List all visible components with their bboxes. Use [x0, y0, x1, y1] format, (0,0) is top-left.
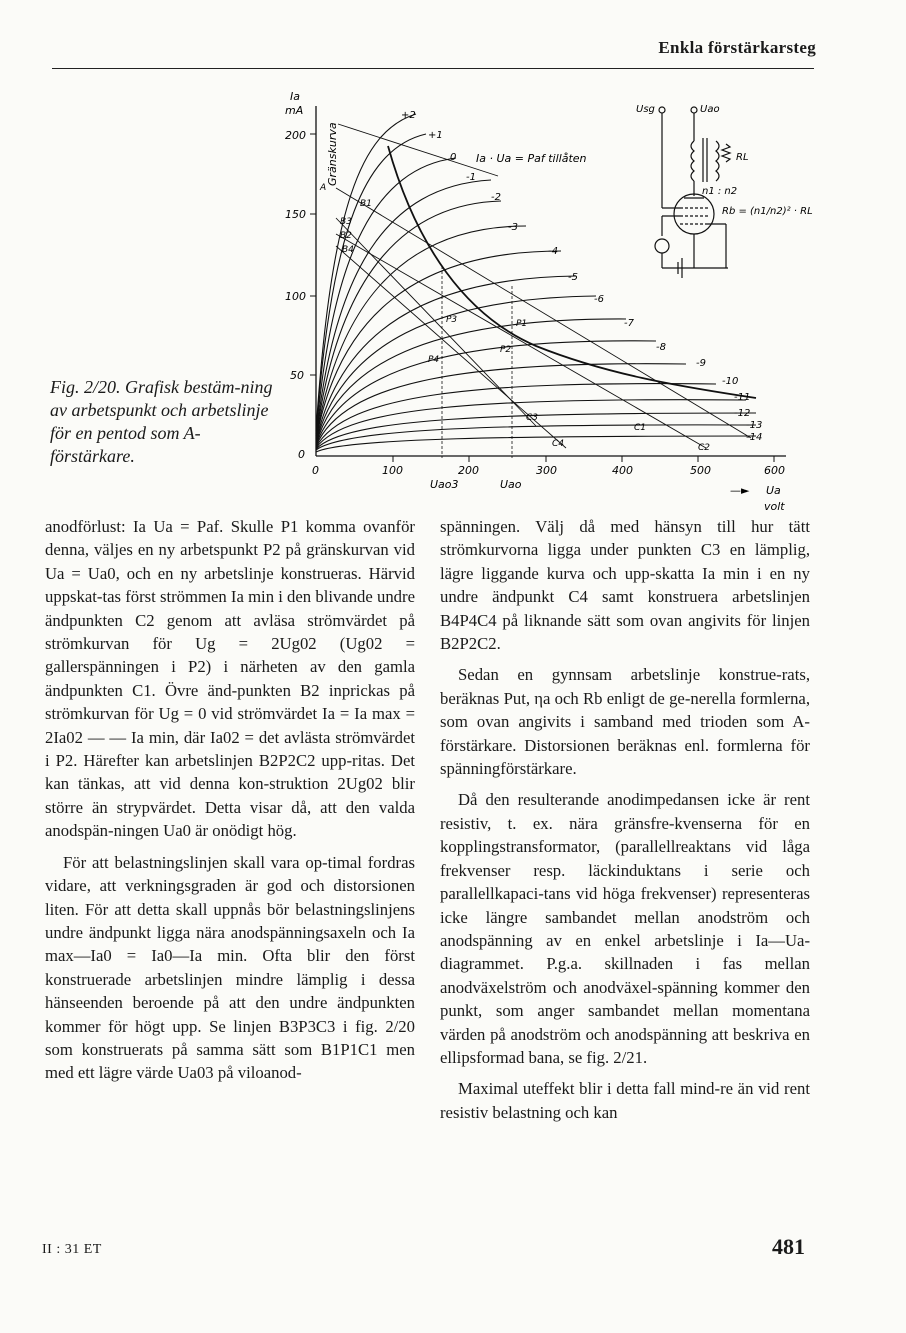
usg-terminal [659, 107, 665, 113]
grid-voltage-label: -2 [491, 192, 501, 203]
paragraph: Maximal uteffekt blir i detta fall mind-re än vid rent resistiv belastning och kan [440, 1079, 810, 1122]
point-label: P4 [428, 355, 440, 365]
x-tick-label: 500 [690, 464, 711, 477]
power-limit-label: Ia · Ua = Paf tillåten [476, 152, 587, 165]
right-column [440, 515, 810, 1124]
y-tick-label: 150 [285, 208, 306, 221]
circuit-label-rb: Rb = (n1/n2)² · RL [722, 206, 813, 217]
header-rule [52, 68, 814, 69]
grid-voltage-label: -13 [746, 420, 763, 431]
primary-winding [691, 141, 694, 181]
grid-voltage-label: -7 [624, 318, 634, 329]
point-label: A [320, 183, 327, 193]
paragraph: anodförlust: Ia Ua = Paf. Skulle P1 komma ovanför denna, väljes en ny arbetspunkt P2 på gränskurvan vid Ua = Ua0, och en ny arbetslinje konstrueras. Härvid uppskat-tas först strömmen Ia min i den blivande undre ändpunkten C2 genom att avläsa strömvärdet på strömkurvan för Ug = 2Ug02 (Ug02 = gallerspänningen i P2) i närheten av den gamla ändpunkten C1. Övre änd-punkten B2 inprickas på strömkurvan för Ug = 0 vid strömvärdet Ia = Ia max = 2Ia02 — — Ia min, där Ia02 = det avlästa strömvärdet i P2. Härefter kan arbetslinjen B2P2C2 upp-ritas. Det kan tänkas, att vid denna kon-struktion 2Ug02 blir större än strypvärdet. Detta visar då, att den valda anodspän-ningen Ua0 är onödigt hög. [45, 517, 415, 841]
y-ticks [310, 134, 316, 375]
point-label: C4 [552, 439, 565, 449]
circuit-label-usg: Usg [636, 104, 655, 115]
grid-voltage-label: -3 [508, 222, 518, 233]
grid-voltage-label: -6 [594, 294, 604, 305]
x-tick-label: 100 [382, 464, 403, 477]
grid-voltage-label: +1 [428, 130, 443, 141]
y-tick-label: 50 [290, 369, 304, 382]
circuit-label-rl: RL [736, 152, 749, 163]
paragraph: Då den resulterande anodimpedansen icke är rent resistiv, t. ex. nära gränsfre-kvenserna för en kopplingstransformator, (parallellreaktans vid låga frekvenser resp. läckinduktans i serie och parallellkapaci-tans vid höga frekvenser) representeras icke längre sambandet mellan anodström och anodspänning av en enkel arbetslinje i Ia—Ua-diagrammet. P.g.a. skillnaden i fas mellan anodväxelström och anodväxel-spänning kommer den punkt, som anger sambandet mellan momentana värden på anodström och anodspänning att beskriva en ellipsformad bana, se fig. 2/21. [440, 790, 810, 1067]
paragraph: spänningen. Välj då med hänsyn till hur tätt strömkurvorna ligga under punkten C3 en lämplig, lägre liggande kurva och upp-skatta Ia min i en ny undre ändpunkt C4 samt konstruera arbetslinjen B4P4C4 på liknande sätt som ovan angivits för linjen B2P2C2. [440, 517, 810, 654]
y-unit-ma: mA [285, 104, 304, 117]
curve-label-granskurva: Gränskurva [326, 122, 339, 186]
point-label: P3 [446, 315, 458, 325]
point-label: C1 [634, 423, 647, 433]
grid-voltage-label: -1 [466, 172, 476, 183]
grid-voltage-label: -14 [746, 432, 763, 443]
page-number: 481 [772, 1234, 805, 1259]
paragraph: Sedan en gynnsam arbetslinje konstrue-rats, beräknas Put, ηa och Rb enligt de ge-nerella formlerna, som ovan angivits i samband med trioden som A-förstärkare. Distorsionen beräknas enl. formlerna för spänningförstärkare. [440, 665, 810, 779]
point-label: C2 [698, 443, 711, 453]
x-sub-label: Uao3 [430, 478, 459, 491]
grid-voltage-label: -10 [722, 376, 739, 387]
circuit-label-uao: Uao [700, 104, 720, 115]
x-tick-label: 400 [612, 464, 633, 477]
x-sub-label: Uao [500, 478, 522, 491]
grid-voltage-label: +2 [401, 110, 416, 121]
y-tick-label: 200 [285, 129, 306, 142]
point-label: P1 [516, 319, 528, 329]
grid-voltage-label: -8 [656, 342, 666, 353]
uao-terminal [691, 107, 697, 113]
pentode-tube [674, 194, 714, 234]
grid-voltage-label: -12 [734, 408, 751, 419]
x-tick-label: 600 [764, 464, 785, 477]
paragraph: För att belastningslinjen skall vara op-timal fordras vidare, att verkningsgraden är god och distorsionen liten. För att detta skall uppnås bör belastningslinjens undre ändpunkt ligga nära anodspänningsaxeln och Ia max—Ia0 = Ia0—Ia min. Ofta blir den först konstruerade arbetslinjen mindre lämplig i dessa hänseenden beroende på att den undre ändpunkten kommer för högt upp. Se linjen B3P3C3 i fig. 2/20 som konstruerats på samma sätt som B1P1C1 men med ett lägre värde Ua03 på viloanod- [45, 852, 415, 1083]
load-resistor [722, 144, 730, 162]
x-tick-label: 200 [458, 464, 479, 477]
signal-source [655, 239, 669, 253]
secondary-winding [716, 141, 719, 181]
x-tick-label: 0 [312, 464, 319, 477]
point-label: C3 [526, 413, 539, 423]
x-tick-label: 300 [536, 464, 557, 477]
point-label: B4 [342, 245, 354, 255]
y-tick-label: 0 [298, 448, 305, 461]
y-unit-ia: Ia [290, 90, 300, 103]
y-tick-label: 100 [285, 290, 306, 303]
grid-voltage-label: 0 [450, 152, 457, 163]
running-title: Enkla förstärkarsteg [658, 38, 816, 57]
x-unit-label: Ua [766, 484, 781, 497]
x-unit-volt: volt [764, 500, 785, 513]
point-label: B1 [360, 199, 372, 209]
x-ticks [393, 456, 774, 462]
pentode-characteristics-figure [276, 86, 816, 526]
circuit-label-ratio: n1 : n2 [702, 186, 738, 197]
grid-voltage-label: -9 [696, 358, 706, 369]
grid-voltage-label: -11 [734, 392, 751, 403]
point-label: P2 [500, 345, 512, 355]
grid-voltage-label: -4 [548, 246, 558, 257]
x-axis-arrow: —► [730, 484, 750, 497]
grid-voltage-label: -5 [568, 272, 578, 283]
left-column [45, 515, 415, 1085]
point-label: B2 [340, 231, 352, 241]
point-label: B3 [340, 217, 352, 227]
figure-caption: Fig. 2/20. Grafisk bestäm‑ning av arbetspunkt och arbetslinje för en pentod som A-förstärkare. [50, 377, 273, 466]
signature-mark: II : 31 ET [42, 1242, 102, 1257]
